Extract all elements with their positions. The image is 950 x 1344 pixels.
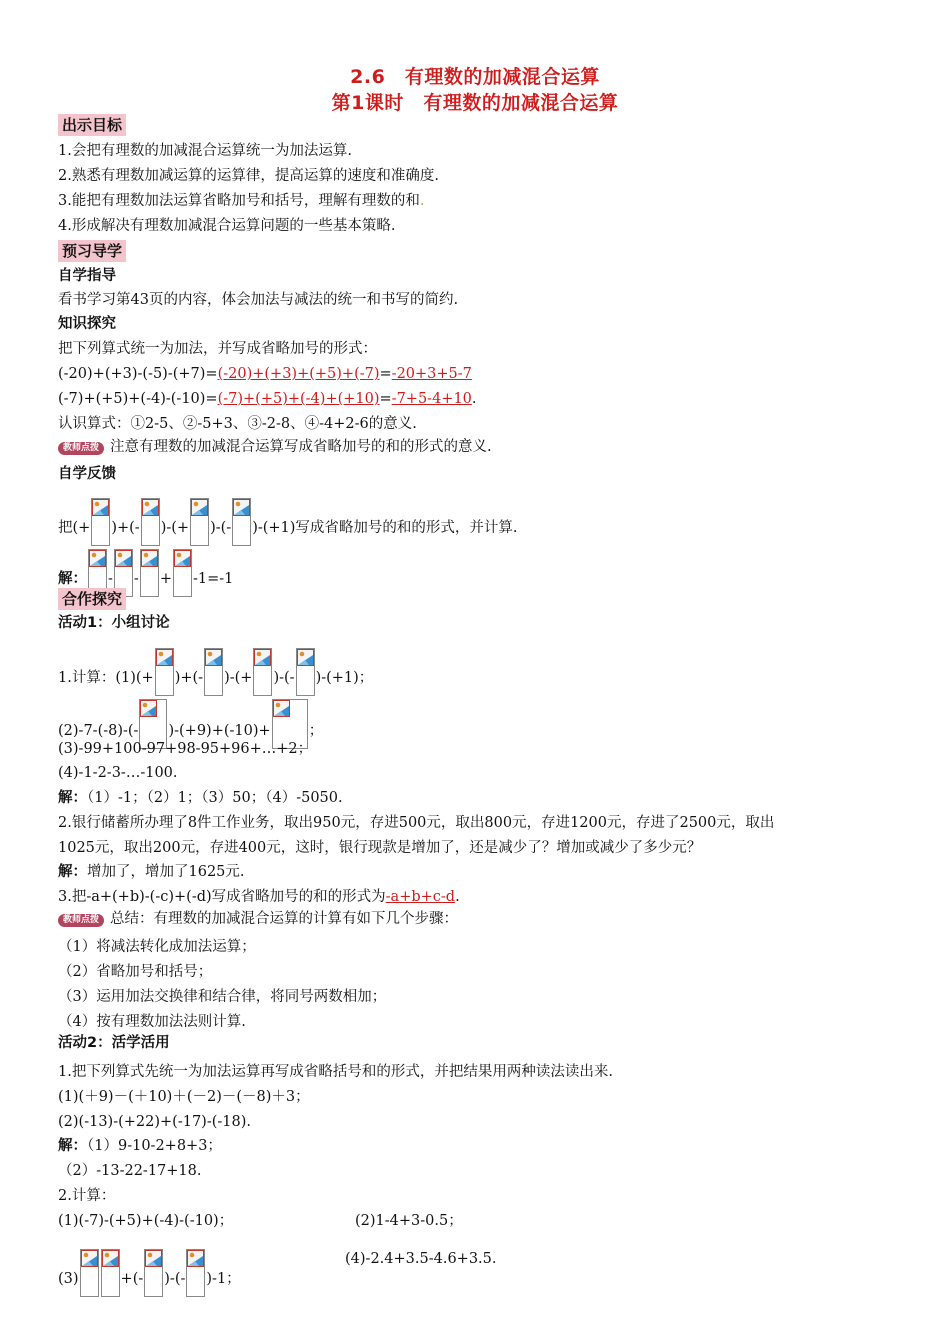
activity-2-question-2-part-1: (1)(-7)-(+5)+(-4)-(-10)； [58, 1213, 234, 1229]
fraction-image [232, 498, 251, 546]
teacher-note-2: 教师点拨 总结：有理数的加减混合运算的计算有如下几个步骤： [58, 909, 458, 929]
activity-1-title: 活动1：小组讨论 [58, 615, 170, 631]
activity-2-question-1-part-1: (1)(＋9)－(＋10)＋(－2)－(－8)＋3； [58, 1089, 310, 1105]
teacher-note-1: 教师点拨 注意有理数的加减混合运算写成省略加号的和的形式的意义. [58, 437, 492, 457]
image-placeholder-icon [233, 499, 250, 516]
summary-step-4: （4）按有理数加法法则计算. [58, 1014, 246, 1030]
question-2-line-2: 1025元，取出200元，存进400元，这时，银行现款是增加了，还是减少了？增加或减少了多少元？ [58, 840, 702, 856]
goal-item-3: 3.能把有理数加法运算省略加号和括号，理解有理数的和. [58, 193, 425, 209]
answer-fill: -7+5-4+10 [391, 391, 472, 407]
activity-2-question-1-part-2: (2)(-13)-(+22)+(-17)-(-18). [58, 1114, 252, 1130]
explore-intro: 把下列算式统一为加法，并写成省略加号的形式： [58, 341, 377, 357]
summary-step-3: （3）运用加法交换律和结合律，将同号两数相加； [58, 989, 387, 1005]
fraction-image [296, 648, 315, 696]
fraction-image [173, 549, 192, 597]
image-placeholder-icon [156, 649, 173, 666]
explore-equation-1: (-20)+(+3)-(-5)-(+7)=(-20)+(+3)+(+5)+(-7)=-20+3+5-7 [58, 366, 472, 382]
image-placeholder-icon [81, 1250, 98, 1267]
question-1-part-4: (4)-1-2-3-…-100. [58, 765, 178, 781]
image-placeholder-icon [141, 550, 158, 567]
fraction-image [204, 648, 223, 696]
fraction-image [190, 498, 209, 546]
image-placeholder-icon [191, 499, 208, 516]
image-placeholder-icon [187, 1250, 204, 1267]
answer-fill: -a+b+c-d [385, 889, 456, 905]
image-placeholder-icon [205, 649, 222, 666]
page-subtitle: 第1课时 有理数的加减混合运算 [331, 92, 619, 114]
question-1-part-3: (3)-99+100-97+98-95+96+…+2； [58, 741, 313, 757]
self-guide-title: 自学指导 [58, 268, 116, 284]
fraction-image [186, 1249, 205, 1297]
feedback-solution: 解： - - + -1=-1 [58, 549, 233, 597]
image-placeholder-icon [145, 1250, 162, 1267]
summary-step-2: （2）省略加号和括号； [58, 964, 213, 980]
activity-2-question-2: 2.计算： [58, 1188, 116, 1204]
fraction-image [155, 648, 174, 696]
recognize-text: 认识算式：①2-5、②-5+3、③-2-8、④-4+2-6的意义. [58, 416, 417, 432]
answer-1: 解：（1）-1；（2）1；（3）50；（4）-5050. [58, 790, 343, 806]
image-placeholder-icon [102, 1250, 119, 1267]
explore-equation-2: (-7)+(+5)+(-4)-(-10)=(-7)+(+5)+(-4)+(+10)=-7+5-4+10. [58, 391, 477, 407]
image-placeholder-icon [174, 550, 191, 567]
answer-fill: -20+3+5-7 [391, 366, 472, 382]
teacher-badge: 教师点拨 [58, 914, 104, 927]
fraction-image [101, 1249, 120, 1297]
image-placeholder-icon [273, 700, 290, 717]
fraction-image [140, 549, 159, 597]
goal-item-4: 4.形成解决有理数加减混合运算问题的一些基本策略. [58, 218, 396, 234]
answer-2: 解：增加了，增加了1625元. [58, 864, 245, 880]
question-2-line-1: 2.银行储蓄所办理了8件工作业务，取出950元，存进500元，取出800元，存进1200元，存进了2500元，取出 [58, 815, 775, 831]
image-placeholder-icon [140, 700, 157, 717]
image-placeholder-icon [89, 550, 106, 567]
question-1-part-1: 1.计算：(1)(+ )+(- )-(+ )-(- )-(+1)； [58, 648, 373, 696]
summary-step-1: （1）将减法转化成加法运算； [58, 939, 256, 955]
activity-2-answer-2: （2）-13-22-17+18. [58, 1163, 202, 1179]
answer-fill: (-7)+(+5)+(-4)+(+10) [217, 391, 380, 407]
image-placeholder-icon [115, 550, 132, 567]
fraction-image [253, 648, 272, 696]
feedback-question: 把(+ )+(- )-(+ )-(- )-(+1)写成省略加号的和的形式，并计算. [58, 498, 518, 546]
question-1-part-2: (2)-7-(-8)-(- )-(+9)+(-10)+ ； [58, 699, 323, 749]
goal-item-1: 1.会把有理数的加减混合运算统一为加法运算. [58, 143, 352, 159]
answer-fill: (-20)+(+3)+(+5)+(-7) [217, 366, 380, 382]
activity-2-question-2-part-4: (4)-2.4+3.5-4.6+3.5. [345, 1251, 497, 1267]
page-title: 2.6 有理数的加减混合运算 [350, 66, 600, 88]
activity-2-title: 活动2：活学活用 [58, 1035, 170, 1051]
activity-2-answer-1: 解：（1）9-10-2+8+3； [58, 1138, 222, 1154]
self-guide-text: 看书学习第43页的内容，体会加法与减法的统一和书写的简约. [58, 292, 459, 308]
activity-2-question-1: 1.把下列算式先统一为加法运算再写成省略括号和的形式，并把结果用两种读法读出来. [58, 1064, 613, 1080]
activity-2-question-2-part-2: (2)1-4+3-0.5； [355, 1213, 463, 1229]
image-placeholder-icon [254, 649, 271, 666]
activity-2-question-2-part-3: (3) +(- )-(- )-1； [58, 1249, 241, 1297]
fraction-image [144, 1249, 163, 1297]
teacher-badge: 教师点拨 [58, 442, 104, 455]
goal-item-2: 2.熟悉有理数加减运算的运算律，提高运算的速度和准确度. [58, 168, 439, 184]
feedback-title: 自学反馈 [58, 466, 116, 482]
image-placeholder-icon [297, 649, 314, 666]
section-goals-header: 出示目标 [58, 114, 126, 136]
explore-title: 知识探究 [58, 316, 116, 332]
fraction-image [80, 1249, 99, 1297]
image-placeholder-icon [142, 499, 159, 516]
fraction-image [91, 498, 110, 546]
image-placeholder-icon [92, 499, 109, 516]
section-preview-header: 预习导学 [58, 240, 126, 262]
question-3: 3.把-a+(+b)-(-c)+(-d)写成省略加号的和的形式为-a+b+c-d. [58, 889, 460, 905]
fraction-image [141, 498, 160, 546]
section-coop-header: 合作探究 [58, 588, 126, 610]
